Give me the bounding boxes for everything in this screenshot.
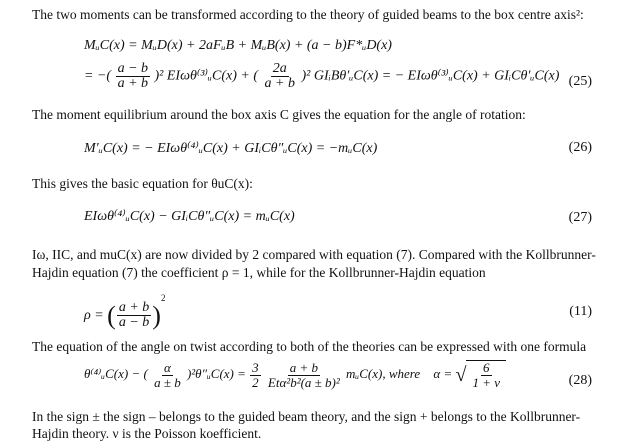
eq25-tail: )² GIᵢBθ′ᵤC(x) = − EIωθ⁽³⁾ᵤC(x) + GIᵢCθ′ᵤC(x): [301, 68, 560, 84]
eq11-lead: ρ =: [84, 308, 104, 323]
eq25-frac2-denominator: a + b: [264, 76, 295, 91]
eq11-denominator: a − b: [118, 315, 150, 331]
equation-25: [84, 62, 559, 91]
eq25-frac1-numerator: a − b: [117, 61, 149, 76]
equation-number-28: (28): [568, 373, 592, 388]
eq25-frac2-numerator: 2a: [272, 61, 287, 76]
paragraph-moment-equilibrium: The moment equilibrium around the box axis C gives the equation for the angle of rotation:: [32, 107, 526, 122]
eq28-part-c: mᵤC(x), where: [346, 365, 421, 381]
eq28-sqrt: [456, 360, 507, 390]
equation-27: EIωθ⁽⁴⁾ᵤC(x) − GIᵢCθ″ᵤC(x) = mᵤC(x): [84, 209, 295, 224]
paragraph-division-line-2: Hajdin equation (7) the coefficient ρ = 1, while for the Kollbrunner-Hajdin equation: [32, 265, 486, 280]
eq11-close-paren: ): [152, 300, 161, 330]
eq28-part-b: )²θ″ᵤC(x) =: [186, 365, 246, 381]
eq28-frac3-denominator: Etα²b²(a ± b)²: [267, 374, 340, 390]
eq28-sqrt-body: [466, 360, 506, 390]
equation-26: M′ᵤC(x) = − EIωθ⁽⁴⁾ᵤC(x) + GIᵢCθ″ᵤC(x) = −mᵤC(x): [84, 141, 378, 156]
eq28-sqrt-fraction: [470, 361, 502, 390]
eq25-middle: )² EIωθ⁽³⁾ᵤC(x) + (: [154, 68, 259, 84]
eq28-part-a: θ⁽⁴⁾ᵤC(x) − (: [84, 365, 148, 381]
eq11-square: 2: [160, 293, 166, 303]
equation-28: [84, 360, 506, 390]
paragraph-division-line-1: Iω, IIC, and muC(x) are now divided by 2 compared with equation (7). Compared with the Kollbrunner-: [32, 247, 596, 262]
eq25-frac1-denominator: a + b: [117, 76, 149, 91]
eq28-frac1-numerator: α: [163, 359, 171, 375]
paragraph-sign-note-line-2: Hajdin theory. ν is the Poisson koefficient.: [32, 426, 262, 441]
paragraph-moment-transform: The two moments can be transformed according to the theory of guided beams to the box centre axis²:: [32, 7, 584, 22]
eq28-sqrt-numerator: 6: [483, 360, 490, 375]
equation-number-11: (11): [569, 304, 592, 319]
eq28-frac1-denominator: a ± b: [154, 374, 181, 390]
eq25-lead: = −(: [84, 68, 112, 84]
eq28-fraction-3: [266, 361, 342, 390]
eq28-fraction-1: [152, 361, 183, 390]
eq25-fraction-2: [263, 62, 297, 91]
eq25-fraction-1: [116, 62, 150, 91]
eq28-frac3-numerator: a + b: [289, 359, 318, 375]
sqrt-sign-icon: √: [455, 363, 467, 386]
paragraph-basic-equation: This gives the basic equation for θuC(x):: [32, 176, 253, 191]
eq11-numerator: a + b: [118, 300, 150, 316]
equation-number-27: (27): [568, 210, 592, 225]
equation-number-25: (25): [568, 74, 592, 89]
eq28-fraction-2: [250, 361, 261, 390]
paragraph-sign-note-line-1: In the sign ± the sign – belongs to the guided beam theory, and the sign + belongs to the Kollbrunner-: [32, 409, 581, 424]
eq28-sqrt-denominator: 1 + ν: [472, 375, 501, 390]
eq11-fraction: [117, 301, 151, 330]
equation-24a: MᵤC(x) = MᵤD(x) + 2aFᵤB + MᵤB(x) + (a − b)F*ᵤD(x): [84, 38, 392, 53]
paragraph-twist-angle: The equation of the angle on twist according to both of the theories can be expressed with one formula: [32, 339, 587, 354]
eq11-open-paren: (: [107, 300, 116, 330]
eq28-frac2-denominator: 2: [252, 374, 259, 390]
equation-11: [84, 293, 165, 331]
eq28-alpha-def: α =: [433, 365, 453, 381]
eq28-frac2-numerator: 3: [252, 359, 259, 375]
equation-number-26: (26): [568, 140, 592, 155]
